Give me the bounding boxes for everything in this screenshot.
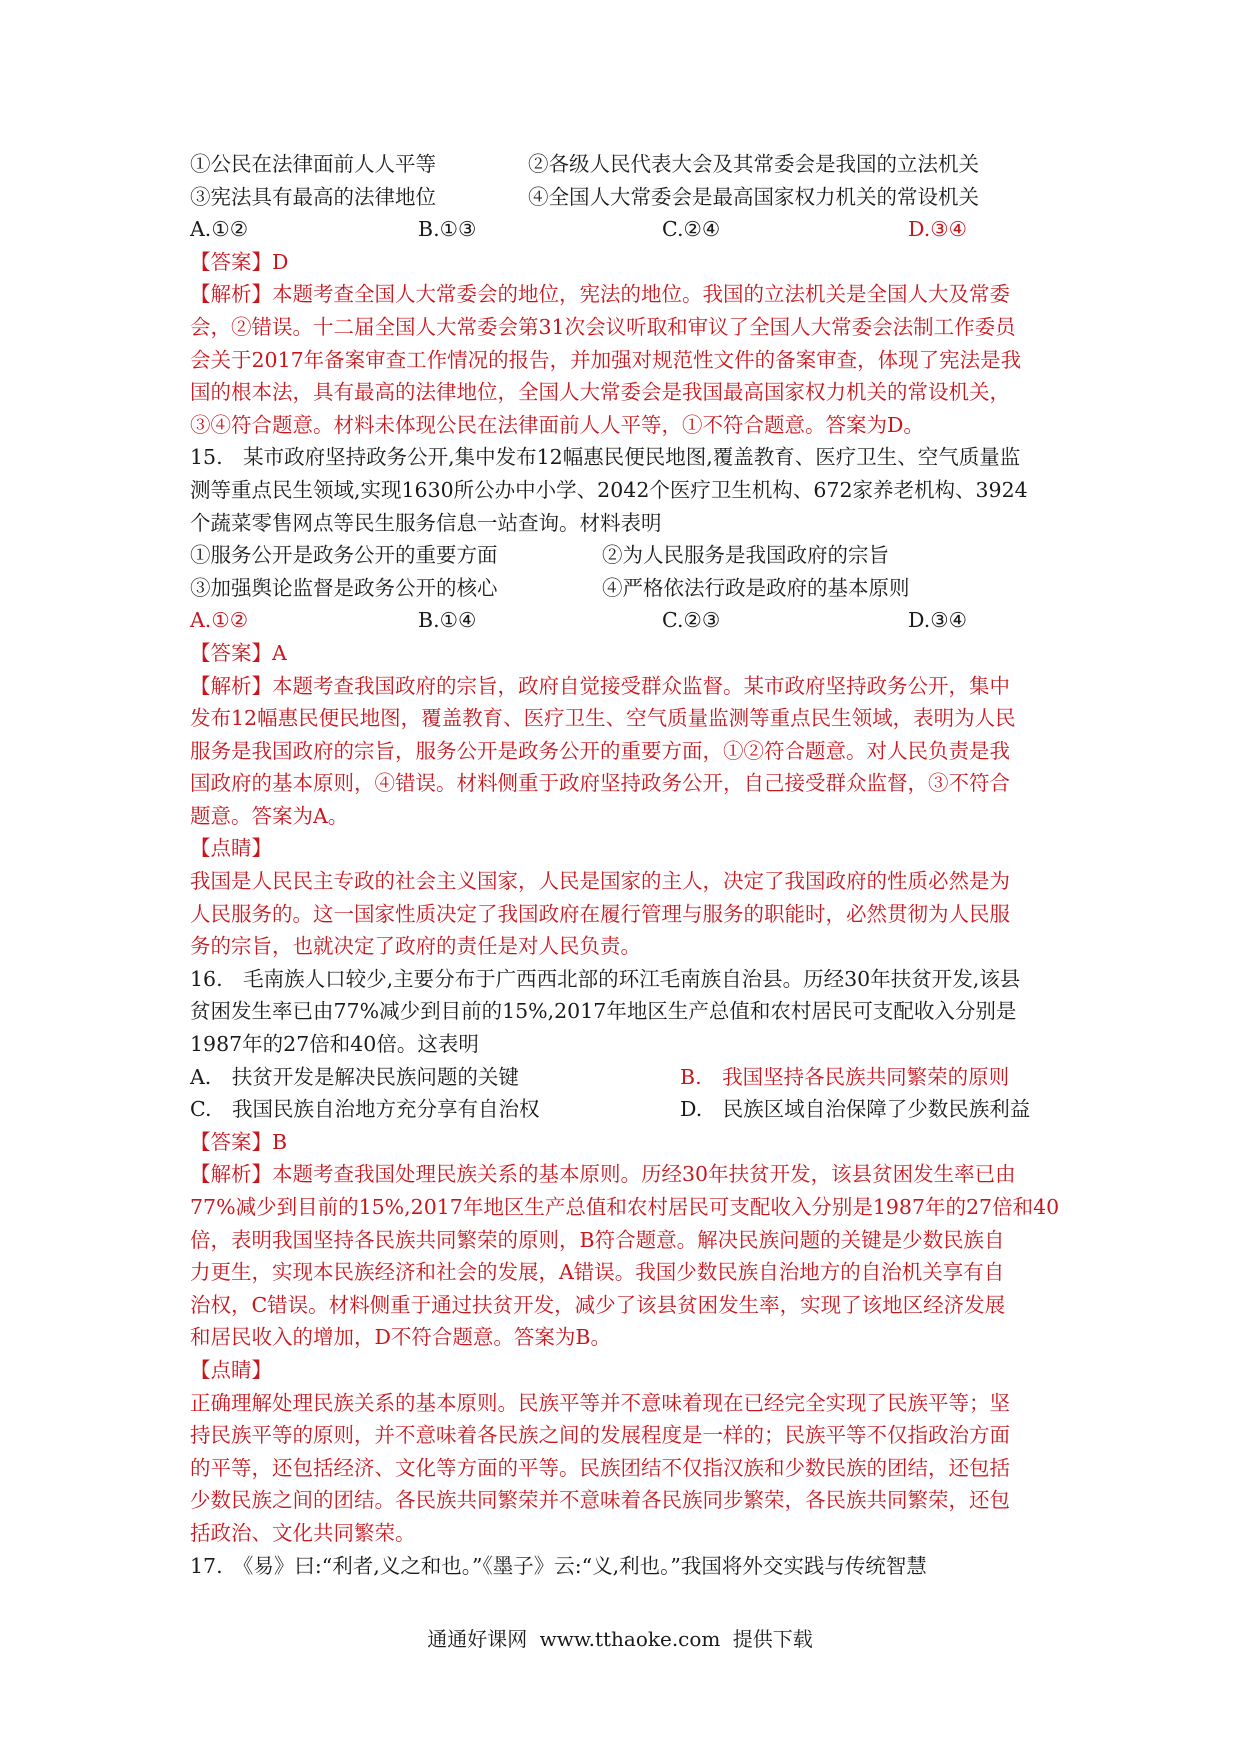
statement-row (190, 539, 1060, 572)
analysis-line: 会关于2017年备案审查工作情况的报告，并加强对规范性文件的备案审查，体现了宪法是我 (190, 347, 1022, 372)
footer-site-name: 通通好课网 (427, 1627, 528, 1651)
analysis-line: 倍，表明我国坚持各民族共同繁荣的原则，B符合题意。解决民族问题的关键是少数民族自 (190, 1227, 1005, 1252)
option-b: B.①③ (418, 217, 477, 242)
analysis-line: 发布12幅惠民便民地图，覆盖教育、医疗卫生、空气质量监测等重点民生领域，表明为人民 (190, 706, 1016, 731)
note-line: 务的宗旨，也就决定了政府的责任是对人民负责。 (190, 934, 641, 959)
analysis-line: 治权，C错误。材料侧重于通过扶贫开发，减少了该县贫困发生率，实现了该地区经济发展 (190, 1292, 1006, 1317)
analysis-line: 服务是我国政府的宗旨，服务公开是政务公开的重要方面，①②符合题意。对人民负责是我 (190, 738, 1010, 763)
statement-row (190, 572, 1060, 605)
analysis-line: 国的根本法，具有最高的法律地位，全国人大常委会是我国最高国家权力机关的常设机关， (190, 380, 1010, 405)
option-c: C.②③ (662, 608, 721, 633)
note-line: 的平等，还包括经济、文化等方面的平等。民族团结不仅指汉族和少数民族的团结，还包括 (190, 1455, 1010, 1480)
analysis-line: ③④符合题意。材料未体现公民在法律面前人人平等，①不符合题意。答案为D。 (190, 412, 924, 437)
question-stem: 16. 毛南族人口较少,主要分布于广西西北部的环江毛南族自治县。历经30年扶贫开发,该县 (190, 966, 1021, 991)
statement-4: ④全国人大常委会是最高国家权力机关的常设机关 (528, 184, 979, 209)
option-c: C.②④ (662, 217, 721, 242)
page-footer (0, 1623, 1240, 1652)
note-line: 少数民族之间的团结。各民族共同繁荣并不意味着各民族同步繁荣，各民族共同繁荣，还包 (190, 1488, 1010, 1513)
answer-line: 【答案】D (190, 249, 289, 274)
statement-2: ②为人民服务是我国政府的宗旨 (602, 543, 889, 568)
analysis-line: 力更生，实现本民族经济和社会的发展，A错误。我国少数民族自治地方的自治机关享有自 (190, 1260, 1005, 1285)
option-d: D.③④ (908, 608, 967, 633)
question-stem: 贫困发生率已由77%减少到目前的15%,2017年地区生产总值和农村居民可支配收入分别是 (190, 999, 1017, 1024)
answer-line: 【答案】A (190, 640, 287, 665)
analysis-label: 【解析】 (190, 282, 272, 307)
question-stem: 15. 某市政府坚持政务公开,集中发布12幅惠民便民地图,覆盖教育、医疗卫生、空气质量监 (190, 445, 1021, 470)
analysis-line: 【解析】本题考查我国处理民族关系的基本原则。历经30年扶贫开发，该县贫困发生率已由 (190, 1162, 1016, 1187)
option-b-correct: B. 我国坚持各民族共同繁荣的原则 (680, 1064, 1010, 1089)
statement-2: ②各级人民代表大会及其常委会是我国的立法机关 (528, 152, 979, 176)
option-a-correct: A.①② (190, 608, 249, 633)
question-stem: 个蔬菜零售网点等民生服务信息一站查询。材料表明 (190, 510, 662, 535)
statement-row (190, 148, 1060, 181)
option-row (190, 1061, 1060, 1094)
option-b: B.①④ (418, 608, 477, 633)
note-line: 持民族平等的原则，并不意味着各民族之间的发展程度是一样的；民族平等不仅指政治方面 (190, 1423, 1010, 1448)
document-body (190, 148, 1060, 1582)
note-line: 我国是人民民主专政的社会主义国家，人民是国家的主人，决定了我国政府的性质必然是为 (190, 869, 1010, 894)
statement-1: ①服务公开是政务公开的重要方面 (190, 543, 498, 568)
question-stem: 1987年的27倍和40倍。这表明 (190, 1032, 479, 1057)
footer-url: www.tthaoke.com (539, 1627, 721, 1651)
analysis-label: 【解析】 (190, 1162, 272, 1187)
analysis-line: 国政府的基本原则，④错误。材料侧重于政府坚持政务公开，自己接受群众监督，③不符合 (190, 771, 1010, 796)
note-line: 括政治、文化共同繁荣。 (190, 1520, 416, 1545)
question-stem: 17. 《易》曰:“利者,义之和也。”《墨子》云:“义,利也。”我国将外交实践与传统智慧 (190, 1553, 927, 1578)
answer-line: 【答案】B (190, 1129, 288, 1154)
option-a: A. 扶贫开发是解决民族问题的关键 (190, 1064, 519, 1089)
statement-3: ③加强舆论监督是政务公开的核心 (190, 575, 498, 600)
analysis-line: 题意。答案为A。 (190, 803, 349, 828)
option-c: C. 我国民族自治地方充分享有自治权 (190, 1097, 540, 1122)
question-stem: 测等重点民生领域,实现1630所公办中小学、2042个医疗卫生机构、672家养老机构、3924 (190, 477, 1028, 502)
statement-4: ④严格依法行政是政府的基本原则 (602, 575, 910, 600)
option-d: D. 民族区域自治保障了少数民族利益 (680, 1097, 1031, 1122)
analysis-line: 【解析】本题考查我国政府的宗旨，政府自觉接受群众监督。某市政府坚持政务公开，集中 (190, 673, 1010, 698)
note-label: 【点睛】 (190, 1357, 272, 1382)
analysis-label: 【解析】 (190, 673, 272, 698)
option-d-correct: D.③④ (908, 217, 967, 242)
statement-row (190, 181, 1060, 214)
note-line: 人民服务的。这一国家性质决定了我国政府在履行管理与服务的职能时，必然贯彻为人民服 (190, 901, 1010, 926)
note-line: 正确理解处理民族关系的基本原则。民族平等并不意味着现在已经完全实现了民族平等；坚 (190, 1390, 1010, 1415)
statement-3: ③宪法具有最高的法律地位 (190, 184, 436, 209)
analysis-line: 77%减少到目前的15%,2017年地区生产总值和农村居民可支配收入分别是1987年的27倍和40 (190, 1195, 1060, 1219)
note-label: 【点睛】 (190, 836, 272, 861)
analysis-line: 和居民收入的增加，D不符合题意。答案为B。 (190, 1325, 611, 1350)
option-row (190, 604, 1060, 637)
option-row (190, 213, 1060, 246)
option-a: A.①② (190, 217, 249, 242)
footer-note: 提供下载 (732, 1627, 813, 1651)
statement-1: ①公民在法律面前人人平等 (190, 152, 436, 176)
analysis-line: 会，②错误。十二届全国人大常委会第31次会议听取和审议了全国人大常委会法制工作委员 (190, 314, 1016, 339)
analysis-line: 【解析】本题考查全国人大常委会的地位，宪法的地位。我国的立法机关是全国人大及常委 (190, 282, 1010, 307)
option-row (190, 1093, 1060, 1126)
